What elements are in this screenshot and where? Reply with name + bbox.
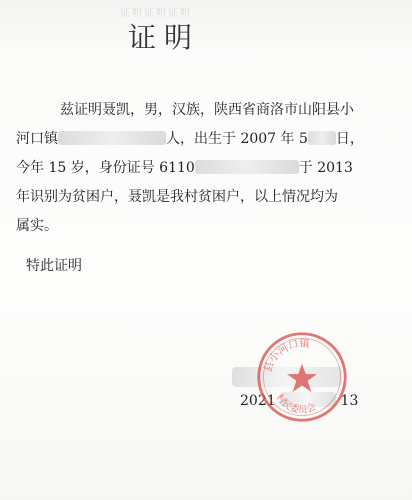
- body-line-2: 河口镇 人，出生于 2007 年 5 日，: [16, 131, 364, 147]
- redaction: [195, 160, 299, 174]
- body-line-1: 兹证明聂凯，男，汉族，陕西省商洛市山阳县小: [60, 102, 354, 118]
- redaction: [308, 131, 336, 145]
- document-title: 证明: [128, 21, 201, 54]
- certificate-body: [16, 96, 392, 241]
- svg-text:村民委员会: [274, 392, 319, 416]
- seal-star-icon: [287, 364, 317, 392]
- closing-text: 特此证明: [26, 258, 82, 274]
- seal-bottom-text: 村民委员会: [273, 392, 318, 416]
- body-line-5: 属实。: [16, 218, 58, 234]
- official-seal: [255, 330, 349, 424]
- bleed-through-text: 证明证明证明: [120, 8, 192, 19]
- body-line-4: 年识别为贫困户，聂凯是我村贫困户，以上情况均为: [16, 189, 338, 205]
- redaction: [58, 131, 166, 145]
- body-line-3: 今年 15 岁，身份证号 6110 于 2013: [16, 160, 353, 176]
- issue-date: 2021 13: [240, 393, 359, 409]
- seal-top-text: 县小河口镇: [261, 337, 311, 374]
